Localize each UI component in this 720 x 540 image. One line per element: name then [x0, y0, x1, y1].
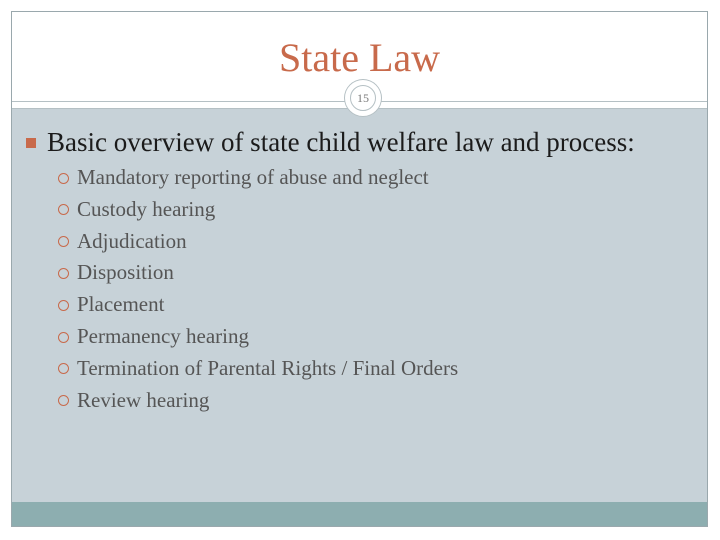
list-item-text: Permanency hearing [77, 323, 250, 348]
list-item [58, 324, 458, 356]
list-item [58, 165, 458, 197]
circle-bullet-icon [58, 363, 69, 374]
circle-bullet-icon [58, 268, 69, 279]
list-item-text: Mandatory reporting of abuse and neglect [77, 165, 429, 189]
slide [11, 11, 708, 527]
sub-bullet-list [58, 165, 458, 419]
footer-bar [12, 502, 707, 526]
list-item [58, 388, 458, 420]
list-item-text: Disposition [77, 260, 174, 285]
circle-bullet-icon [58, 300, 69, 311]
circle-bullet-icon [58, 236, 69, 247]
slide-title: State Law [278, 35, 441, 80]
circle-bullet-icon [58, 204, 69, 215]
page-number-badge [345, 80, 381, 116]
main-bullet [26, 127, 635, 158]
list-item [58, 356, 458, 388]
list-item-text: Adjudication [77, 228, 187, 253]
list-item-text: Termination of Parental Rights / Final Orders [77, 355, 459, 380]
circle-bullet-icon [58, 173, 69, 184]
circle-bullet-icon [58, 395, 69, 406]
list-item-text: Placement [77, 292, 165, 317]
list-item-text: Custody hearing [77, 196, 216, 221]
circle-bullet-icon [58, 332, 69, 343]
list-item [58, 197, 458, 229]
main-bullet-text: Basic overview of state child welfare law and process: [47, 127, 635, 157]
list-item [58, 292, 458, 324]
list-item [58, 260, 458, 292]
square-bullet-icon [26, 138, 36, 148]
list-item [58, 229, 458, 261]
page-number: 15 [350, 85, 376, 111]
list-item-text: Review hearing [77, 387, 210, 412]
